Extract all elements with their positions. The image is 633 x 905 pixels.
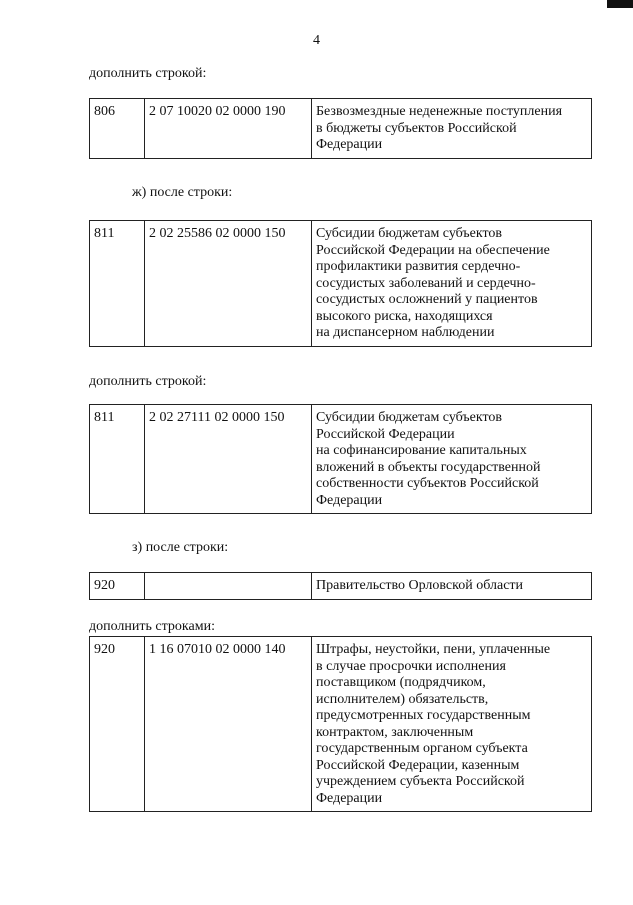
revenue-name: Субсидии бюджетам субъектов Российской Федерации на софинансирование капитальных вложений в объекты государственной собственности субъектов Российской Федерации (316, 410, 541, 508)
revenue-name-cell (312, 221, 592, 347)
revenue-name: Субсидии бюджетам субъектов Российской Федерации на обеспечение профилактики развития сердечно- сосудистых заболеваний и сердечно- сосудистых осложнений у пациентов высокого риска, находящихся на диспансерном наблюдении (316, 226, 550, 340)
revenue-name-cell (312, 99, 592, 159)
paragraph-add-rows: дополнить строками: (89, 619, 215, 634)
admin-code-cell (90, 221, 145, 347)
kbk-code-cell (145, 573, 312, 600)
kbk-code-cell (145, 405, 312, 514)
table-row (90, 637, 592, 812)
paragraph-add-row-2: дополнить строкой: (89, 374, 207, 389)
revenue-name: Безвозмездные неденежные поступления в бюджеты субъектов Российской Федерации (316, 104, 563, 152)
table-row (90, 99, 592, 159)
kbk-code: 2 02 27111 02 0000 150 (149, 410, 285, 425)
kbk-code-cell (145, 637, 312, 812)
admin-code-cell (90, 99, 145, 159)
page-number: 4 (313, 33, 320, 48)
admin-code: 806 (94, 104, 115, 119)
admin-code-cell (90, 405, 145, 514)
kbk-code: 2 02 25586 02 0000 150 (149, 226, 286, 241)
table-811-25586 (89, 220, 592, 347)
table-920-header (89, 572, 592, 600)
kbk-code: 1 16 07010 02 0000 140 (149, 642, 286, 657)
revenue-name-cell (312, 573, 592, 600)
kbk-code: 2 07 10020 02 0000 190 (149, 104, 286, 119)
admin-code-cell (90, 637, 145, 812)
table-811-27111 (89, 404, 592, 514)
table-row (90, 573, 592, 600)
table-row (90, 221, 592, 347)
admin-code: 811 (94, 226, 115, 241)
paragraph-add-row-1: дополнить строкой: (89, 66, 207, 81)
table-row (90, 405, 592, 514)
admin-code: 920 (94, 578, 115, 593)
paragraph-after-row-zh: ж) после строки: (132, 185, 233, 200)
revenue-name-cell (312, 405, 592, 514)
revenue-name: Штрафы, неустойки, пени, уплаченные в случае просрочки исполнения поставщиком (подрядчиком, исполнителем) обязательств, предусмотренных государственным контрактом, заключенным государственным органом субъекта Российской Федерации, казенным учреждением субъекта Российской Федерации (316, 642, 551, 806)
paragraph-after-row-z: з) после строки: (132, 540, 229, 555)
admin-code: 920 (94, 642, 115, 657)
corner-mark (607, 0, 633, 8)
revenue-name-cell (312, 637, 592, 812)
kbk-code-cell (145, 221, 312, 347)
admin-code: 811 (94, 410, 115, 425)
kbk-code-cell (145, 99, 312, 159)
admin-code-cell (90, 573, 145, 600)
table-920-fines (89, 636, 592, 812)
revenue-name: Правительство Орловской области (316, 578, 524, 593)
table-806 (89, 98, 592, 159)
